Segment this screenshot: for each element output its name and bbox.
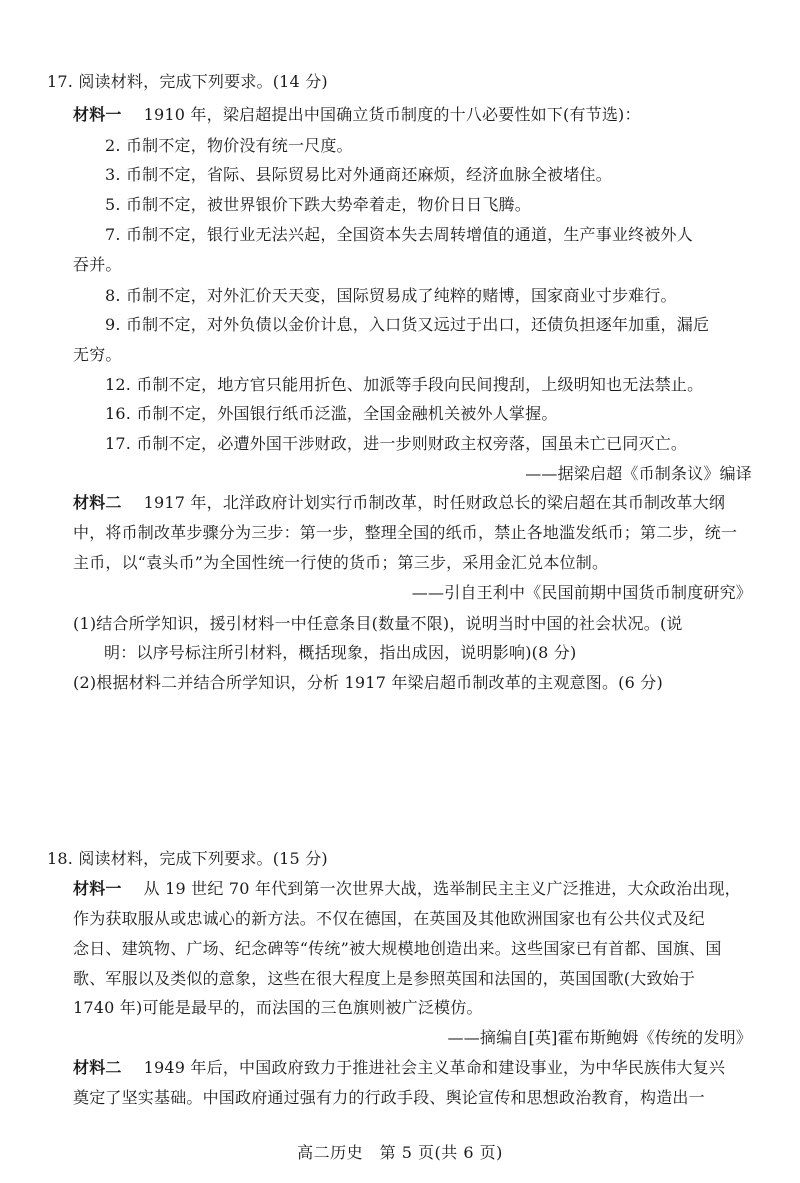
q18-material-2-text: 1949 年后，中国政府致力于推进社会主义革命和建设事业，为中华民族伟大复兴 (143, 1058, 726, 1077)
q17-material-1-label: 材料一 (73, 105, 122, 124)
q17-item: 3. 币制不定，省际、县际贸易比对外通商还麻烦，经济血脉全被堵住。 (105, 165, 612, 184)
q18-material-1-label: 材料一 (73, 879, 122, 898)
page-footer: 高二历史 第 5 页(共 6 页) (297, 1143, 503, 1162)
q17-item: 12. 币制不定，地方官只能用折色、加派等手段向民间搜刮，上级明知也无法禁止。 (105, 375, 704, 394)
question-18-title: 18. 阅读材料，完成下列要求。(15 分) (47, 849, 328, 868)
q17-item: 7. 币制不定，银行业无法兴起，全国资本失去周转增值的通道，生产事业终被外人 (105, 225, 693, 244)
q17-material-2-line: 中，将币制改革步骤分为三步：第一步，整理全国的纸币，禁止各地滥发纸币；第二步，统一 (73, 523, 738, 542)
q17-item: 2. 币制不定，物价没有统一尺度。 (105, 136, 353, 155)
q17-subquestion-1: (1)结合所学知识，援引材料一中任意条目(数量不限)，说明当时中国的社会状况。(说 (73, 614, 683, 633)
q17-material-2-text: 1917 年，北洋政府计划实行币制改革，时任财政总长的梁启超在其币制改革大纲 (143, 493, 726, 512)
q17-material-2-label: 材料二 (73, 493, 122, 512)
q17-item: 9. 币制不定，对外负债以金价计息，入口货又远过于出口，还债负担逐年加重，漏卮 (105, 315, 710, 334)
q17-material-2-line: 主币，以“袁头币”为全国性统一行使的货币；第三步，采用金汇兑本位制。 (73, 553, 609, 572)
q18-material-1-line: 作为获取服从或忠诚心的新方法。不仅在德国，在英国及其他欧洲国家也有公共仪式及纪 (73, 909, 705, 928)
q17-item-continued: 吞并。 (73, 255, 122, 274)
q18-material-1-line: 念日、建筑物、广场、纪念碑等“传统”被大规模地创造出来。这些国家已有首都、国旗、国 (73, 939, 722, 958)
q18-material-2-label: 材料二 (73, 1058, 122, 1077)
q17-material-2-line (73, 492, 725, 514)
q18-material-1-line: 1740 年)可能是最早的，而法国的三色旗则被广泛模仿。 (73, 998, 483, 1017)
q17-material-2-source: ——引自王利中《民国前期中国货币制度研究》 (411, 583, 752, 602)
question-17-title: 17. 阅读材料，完成下列要求。(14 分) (47, 72, 328, 91)
q17-subquestion-1-continued: 明：以序号标注所引材料，概括现象，指出成因，说明影响)(8 分) (104, 643, 577, 662)
q17-item: 17. 币制不定，必遭外国干涉财政，进一步则财政主权旁落，国虽未亡已同灭亡。 (105, 434, 688, 453)
q18-material-2-line: 奠定了坚实基础。中国政府通过强有力的行政手段、舆论宣传和思想政治教育，构造出一 (73, 1088, 705, 1107)
q17-material-1-intro (73, 104, 641, 126)
q17-subquestion-2: (2)根据材料二并结合所学知识，分析 1917 年梁启超币制改革的主观意图。(6 分) (73, 673, 663, 692)
q18-material-2-line (73, 1057, 725, 1079)
q17-material-1-text: 1910 年，梁启超提出中国确立货币制度的十八必要性如下(有节选)： (143, 105, 641, 124)
q18-material-1-source: ——摘编自[英]霍布斯鲍姆《传统的发明》 (447, 1028, 752, 1047)
q17-item: 16. 币制不定，外国银行纸币泛滥，全国金融机关被外人掌握。 (105, 404, 558, 423)
q17-item: 8. 币制不定，对外汇价天天变，国际贸易成了纯粹的赌博，国家商业寸步难行。 (105, 286, 677, 305)
q17-item-continued: 无穷。 (73, 345, 122, 364)
q17-item: 5. 币制不定，被世界银价下跌大势牵着走，物价日日飞腾。 (105, 195, 531, 214)
q18-material-1-text: 从 19 世纪 70 年代到第一次世界大战，选举制民主主义广泛推进，大众政治出现， (143, 879, 741, 898)
q17-material-1-source: ——据梁启超《币制条议》编译 (525, 464, 752, 483)
q18-material-1-line: 歌、军服以及类似的意象，这些在很大程度上是参照英国和法国的，英国国歌(大致始于 (73, 969, 696, 988)
q18-material-1-line (73, 878, 741, 900)
